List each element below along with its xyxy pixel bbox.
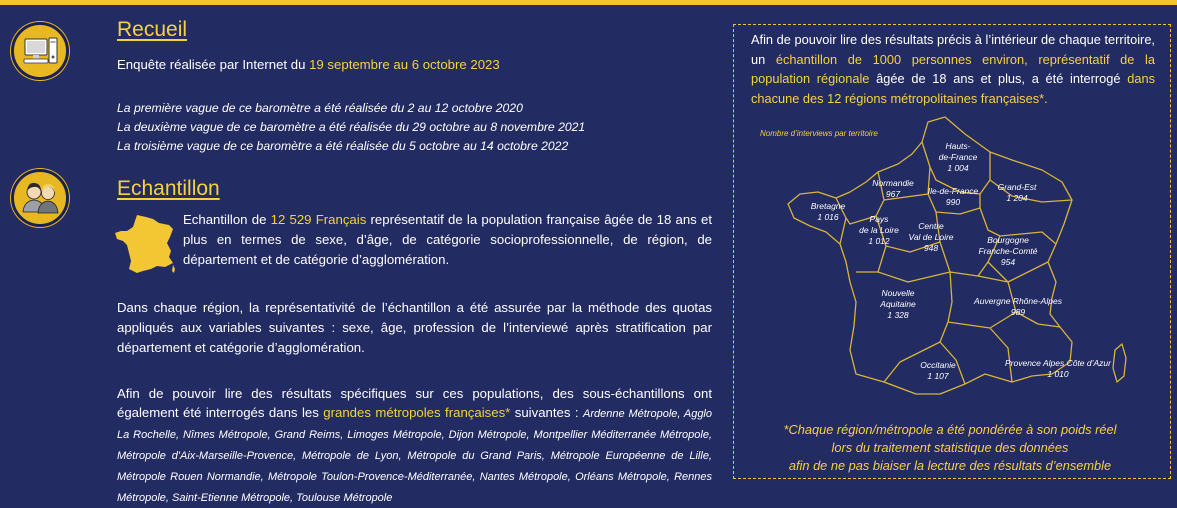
region-name: de-France (938, 152, 978, 162)
region-name: Ile-de-France (927, 186, 979, 196)
footnote-line: afin de ne pas biaiser la lecture des résultats d’ensemble (788, 458, 1112, 473)
region-name: de la Loire (859, 225, 899, 235)
region-count: 967 (885, 189, 901, 199)
region-label (908, 221, 953, 254)
region-count: 954 (1000, 257, 1016, 267)
region-count: 1 010 (1047, 369, 1069, 379)
region-label (872, 178, 914, 200)
metropoles-highlight: grandes métropoles françaises* (323, 405, 511, 420)
echantillon-paragraph-3 (117, 384, 712, 508)
survey-prefix: Enquête réalisée par Internet du (117, 57, 310, 72)
region-name: Centre (918, 221, 944, 231)
sample-size: 12 529 Français (270, 212, 367, 227)
map-caption: Nombre d’interviews par territoire (760, 129, 878, 138)
footnote-line: lors du traitement statistique des données (831, 440, 1069, 455)
region-name: Franche-Comté (978, 246, 1038, 256)
wave-line: La troisième vague de ce baromètre a été réalisée du 5 octobre au 14 octobre 2022 (117, 139, 569, 153)
survey-dates-line (117, 55, 500, 75)
echantillon-paragraph-1 (183, 210, 712, 270)
top-accent-bar (0, 0, 1177, 5)
intro-text-b: âgée de 18 ans et plus, a été interrogé (869, 71, 1128, 86)
region-count: 1 004 (947, 163, 969, 173)
recueil-title: Recueil (117, 18, 188, 41)
intro-highlight-2: dans chacune des 12 régions métropolitaines françaises*. (751, 71, 1155, 106)
region-label (939, 141, 978, 174)
intro-text-a: Afin de pouvoir lire des résultats précis à l’intérieur de chaque territoire, un (751, 32, 1155, 67)
region-name: Hauts- (945, 141, 971, 151)
region-name: Nouvelle (881, 288, 915, 298)
region-count: 1 204 (1006, 193, 1028, 203)
region-label (998, 182, 1037, 204)
footnote-line: *Chaque région/métropole a été pondérée à son poids réel (783, 422, 1117, 437)
intro-highlight-1: échantillon de 1000 personnes environ, représentatif de la population régionale (751, 51, 1156, 86)
waves-list (117, 99, 585, 156)
region-name: Grand-Est (997, 182, 1037, 192)
region-name: Normandie (872, 178, 914, 188)
region-name: Bourgogne (987, 235, 1029, 245)
region-name: Auvergne Rhône-Alpes (974, 296, 1062, 306)
computer-icon (11, 22, 69, 80)
region-label (920, 360, 955, 382)
wave-line: La deuxième vague de ce baromètre a été réalisée du 29 octobre au 8 novembre 2021 (117, 120, 586, 134)
footnote (745, 421, 1155, 475)
regions-intro (751, 30, 1155, 108)
region-count: 990 (945, 197, 961, 207)
metropoles-list: Ardenne Métropole, Agglo La Rochelle, Nîmes Métropole, Grand Reims, Limoges Métropole, Dijon Métropole, Montpellier Méditerranée Métropole, Métropole d'Aix-Marseille-Provence, Métropole de Lyon, Métropole du Grand Paris, Métropole Européenne de Lille, Métropole Rouen Normandie, Métropole Toulon-Provence-Méditerranée, Nantes Métropole, Orléans Métropole, Rennes Métropole, Saint-Etienne Métropole, Toulouse Métropole (117, 408, 712, 504)
region-label (974, 296, 1062, 318)
region-count: 1 012 (868, 236, 890, 246)
echantillon-title: Echantillon (117, 177, 220, 200)
region-count: 948 (923, 243, 939, 253)
region-name: Pays (869, 214, 889, 224)
region-label (928, 186, 979, 208)
region-name: Provence Alpes Côte d’Azur (1005, 358, 1111, 368)
wave-line: La première vague de ce baromètre a été réalisée du 2 au 12 octobre 2020 (117, 101, 523, 115)
survey-dates: 19 septembre au 6 octobre 2023 (309, 57, 500, 72)
region-name: Occitanie (920, 360, 956, 370)
region-count: 1 328 (887, 310, 909, 320)
p1-text-b: représentatif de la population française âgée de 18 ans et plus en termes de sexe, d’âge, de catégorie socioprofessionnelle, de région, de département et de catégorie d’agglomération. (183, 212, 712, 267)
p3-text-a: Afin de pouvoir lire des résultats spécifiques sur ces populations, des sous-échantillons ont également été interrogés dans les (117, 386, 712, 420)
france-map-icon (113, 213, 177, 280)
region-count: 1 016 (817, 212, 839, 222)
p3-text-b: suivantes : (510, 405, 584, 420)
region-name: Val de Loire (908, 232, 954, 242)
region-label (880, 288, 915, 321)
region-label (978, 235, 1037, 268)
region-label (1005, 358, 1111, 380)
region-count: 1 107 (927, 371, 949, 381)
region-name: Aquitaine (880, 299, 916, 309)
region-label (811, 201, 846, 223)
region-count: 989 (1010, 307, 1026, 317)
region-label (859, 214, 899, 247)
region-name: Bretagne (810, 201, 846, 211)
p1-text-a: Echantillon de (183, 212, 271, 227)
people-icon (11, 169, 69, 227)
echantillon-paragraph-2: Dans chaque région, la représentativité de l’échantillon a été assurée par la méthode des quotas appliqués aux variables suivantes : sexe, âge, profession de l’interviewé après stratification par département et catégorie d’agglomération. (117, 300, 712, 355)
